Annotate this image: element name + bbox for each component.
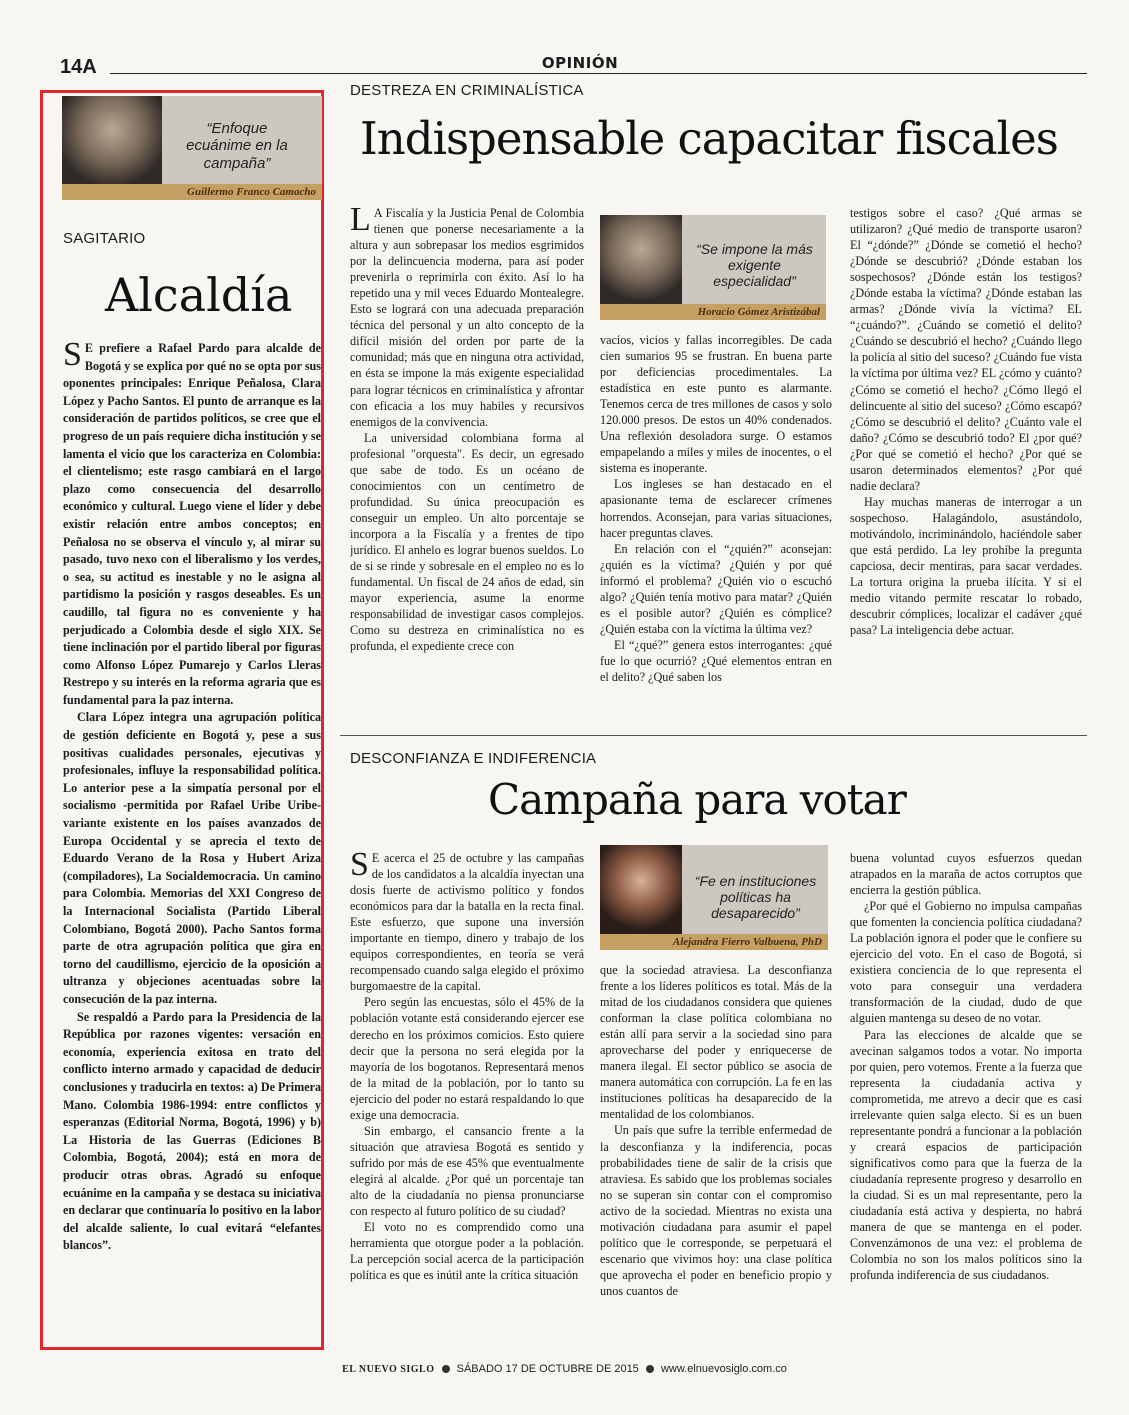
article-body-left	[63, 340, 321, 1345]
paragraph: El voto no es comprendido como una herramienta que otorgue poder a la población. La percepción social acerca de la participación política es que es inútil ante la crítica situación	[350, 1220, 584, 1283]
header-rule	[110, 73, 1087, 74]
author-quote: “Enfoque ecuánime en la campaña”	[186, 120, 288, 172]
drop-cap: S	[63, 340, 82, 373]
paragraph: El “¿qué?” genera estos interrogantes: ¿qué fue lo que ocurrió? ¿Qué elementos entran en el delito? ¿Qué saben los	[600, 637, 832, 684]
author-quote: “Fe en instituciones políticas ha desaparecido”	[694, 873, 817, 922]
author-name: Guillermo Franco Camacho	[62, 184, 322, 200]
author-box-left	[62, 96, 322, 200]
paragraph: vacíos, vicios y fallas incorregibles. De cada cien sumarios 95 se frustran. En buena parte por deficiencias procedimentales. La estadística en este punto es alarmante. Tenemos cerca de tres millones de casos y solo 120.000 presos. De estos un 40% condenados. Una reflexión desoladora surge. O estamos empapelando a miles y miles de inocentes, o el sistema es inoperante.	[600, 333, 832, 476]
author-box-bottom	[600, 845, 828, 950]
bullet-icon	[646, 1365, 654, 1373]
article-body-col2	[600, 332, 832, 717]
author-photo-icon	[600, 215, 682, 305]
drop-cap: S	[350, 850, 369, 883]
author-photo-icon	[600, 845, 682, 935]
paragraph: Un país que sufre la terrible enfermedad de la desconfianza y la indiferencia, pocas probabilidades tiene de salir de la crisis que atraviesa. Es sabido que los problemas sociales no se superan sin contar con el compromiso activo de la sociedad. Mientras no exista una motivación ciudadana para asumir el papel político que le corresponde, se perpetuará el escenario que vivimos hoy: una clase política que aprovecha el poder en beneficio propio y unos cuantos de	[600, 1123, 832, 1298]
paragraph: Sin embargo, el cansancio frente a la situación que atraviesa Bogotá es sentido y sufrido por más de ese 45% que eventualmente elegirá al alcalde. ¿Por qué un porcentaje tan alto de la ciudadanía no piensa pronunciarse con respecto al futuro político de su ciudad?	[350, 1123, 584, 1219]
section-divider	[340, 735, 1087, 736]
paragraph: En relación con el “¿quién?” aconsejan: ¿quién es la víctima? ¿Quién y por qué informó el problema? ¿Quién vio o escuchó algo? ¿Quién tenía motivo para matar? ¿Quién es el posible autor? ¿Quién es cómplice? ¿Quién estaba con la víctima la última vez?	[600, 541, 832, 636]
article-headline: Campaña para votar	[488, 775, 906, 824]
article-body-col2	[600, 962, 832, 1347]
footer-url[interactable]: www.elnuevosiglo.com.co	[660, 1363, 787, 1375]
paragraph: Para las elecciones de alcalde que se avecinan salgamos todos a votar. No importa por quien, pero votemos. Frente a la fuerza que representa la ciudadanía activa y comprometida, me atrevo a decir que es casi irrelevante quien salga electo. Si es un buen representante pondrá a funcionar a la población y creará espacios de participación significativos como para que la fuerza de la ciudadanía represente progreso y desarrollo en la ciudad. Si es un mal representante, pero la ciudadanía está activa y despierta, no habrá manera de que se mantenga en el poder. Convenzámonos de una vez: el problema de Colombia no son los malos políticos sino la profunda indiferencia de sus ciudadanos.	[850, 1027, 1082, 1283]
paragraph: Se respaldó a Pardo para la Presidencia de la República por razones vigentes: versación en economía, experiencia exitosa en trato del conflicto interno armado y capacidad de deducir conclusiones y traducirla en textos: a) De Primera Mano. Colombia 1986-1994: entre conflictos y esperanzas (Editorial Norma, Bogotá, 1996) y b) La Historia de las Guerras (Ediciones B Colombia, Bogotá, 2004); está en mora de producir otras obras. Agradó su enfoque ecuánime en la campaña y se destaca su iniciativa en declarar que continuaría lo positivo en la labor del alcalde saliente, lo cual evitará “elefantes blancos”.	[63, 1009, 321, 1253]
author-name: Alejandra Fierro Valbuena, PhD	[600, 934, 828, 950]
paragraph: La universidad colombiana forma al profesional "orquesta". Es decir, un egresado que sabe de todo. Es un océano de conocimientos con un centímetro de profundidad. Su única preocupación es conseguir un empleo. Un alto porcentaje se incorpora a la Fiscalía y a frentes de tipo jurídico. El anhelo es lograr buenos sueldos. Lo de si se rinde y sobresale en el empleo no es lo fundamental. Un fiscal de 24 años de edad, sin mayor experiencia, asume la enorme responsabilidad de investigar casos complejos. Como su destreza en criminalística no es profunda, el expediente crece con	[350, 430, 584, 654]
article-headline: Indispensable capacitar fiscales	[360, 112, 1058, 165]
article-kicker: DESCONFIANZA E INDIFERENCIA	[350, 750, 597, 767]
paragraph: E acerca el 25 de octubre y las campañas de los candidatos a la alcaldía inyectan una dosis fuerte de activismo político y fondos económicos para dar la batalla en la recta final. Este esfuerzo, que supone una inversión importante en tiempo, dinero y trabajo de los equipos correspondientes, en teoría se verá recompensado cuando salga elegido el próximo burgomaestre de la capital.	[350, 851, 584, 994]
paragraph: Pero según las encuestas, sólo el 45% de la población votante está considerando ejercer ese derecho en los próximos comicios. Esto quiere decir que la persona no será elegida por la mayoría de los bogotanos. Representará menos de la mitad de la población, por lo tanto su ejercicio del poder no estará respaldando lo que exige una democracia.	[350, 995, 584, 1122]
article-kicker: SAGITARIO	[63, 230, 146, 247]
article-body-col3	[850, 850, 1082, 1347]
paragraph: ¿Por qué el Gobierno no impulsa campañas que fomenten la conciencia política ciudadana? La población ignora el poder que le confiere su ejercicio del voto. En el caso de Bogotá, si existiera conciencia de lo que representa el voto para conseguir una verdadera transformación de la ciudad, dudo de que alguien mantenga su deseo de no votar.	[850, 899, 1082, 1026]
section-title: OPINIÓN	[520, 54, 640, 72]
author-name: Horacio Gómez Aristizábal	[600, 304, 826, 320]
article-body-col1	[350, 850, 584, 1345]
paragraph: Clara López integra una agrupación política de gestión deficiente en Bogotá y, pese a sus positivas cualidades personales, ejecutivas y profesionales, influye la responsabilidad política. Lo anterior pese a la simpatía personal por el socialismo -permitida por Rafael Uribe Uribe- variante existente en los países avanzados de Europa Occidental y se aprecia el texto de Eduardo Verano de la Rosa y Hubert Ariza (compiladores), La Socialdemocracia. Un camino para Colombia. Memorias del XXI Congreso de la Internacional Socialista (Partido Liberal Colombiano, Bogotá 2000). Pacho Santos forma parte de otra agrupación política que gira en torno del caudillismo, ejercicio de la oposición a ultranza y objeciones acentuadas sobre la consecución de la paz interna.	[63, 710, 321, 1006]
bullet-icon	[442, 1365, 450, 1373]
author-photo-icon	[62, 96, 162, 186]
paragraph: A Fiscalía y la Justicia Penal de Colombia tienen que ponerse necesariamente a la altura y aun sobrepasar los medios esgrimidos por la delincuencia moderna, para así poder prevenirla o reprimirla con éxito. Así lo ha repetido una y mil veces Eduardo Montealegre. Esto se logrará con una adecuada preparación técnica del personal y un alto concepto de la difícil misión del orden por parte de la comunidad; más que en ninguna otra actividad, en ésta se impone la más exigente especialidad para lograr técnicos en criminalística y afrontar con eficacia a los muy habiles y recursivos enemigos de la convivencia.	[350, 206, 584, 429]
footer-date: SÁBADO 17 DE OCTUBRE DE 2015	[456, 1363, 639, 1375]
paragraph: buena voluntad cuyos esfuerzos quedan atrapados en la maraña de actos corruptos que encierra la gestión pública.	[850, 851, 1082, 898]
paragraph: E prefiere a Rafael Pardo para alcalde de Bogotá y se explica por qué no se opta por sus oponentes principales: Enrique Peñalosa, Clara López y Pacho Santos. El punto de arranque es la consideración de partidos políticos, se cree que el progreso de un país requiere dicha institución y se lamenta el vicio que los caracteriza en Colombia: el clientelismo; este rasgo cambiará en el largo plazo como consecuencia del desarrollo económico y cultural. Luego viene el líder y debe existir relación entre ambos conceptos; en Peñalosa no se observa el vínculo y, al mirar su pasado, tuvo nexo con el liberalismo y los verdes, o sea, su actitud es inestable y no le asigna al partidismo la posición y rasgos deseables. Es un caudillo, tal figura no es conveniente y ha perjudicado a Colombia desde el siglo XIX. Se tiene inclinación por el partido liberal por figuras como Alfonso López Pumarejo y Carlos Lleras Restrepo y su interés en la reforma agraria que es fundamental para la paz interna.	[63, 341, 321, 707]
newspaper-logo: EL NUEVO SIGLO	[342, 1364, 435, 1375]
article-body-col1	[350, 205, 584, 715]
paragraph: Los ingleses se han destacado en el apasionante tema de esclarecer crímenes horrendos. Aconsejan, para varias situaciones, hacer preguntas claves.	[600, 477, 832, 540]
author-box-top	[600, 215, 826, 320]
paragraph: que la sociedad atraviesa. La desconfianza frente a los líderes políticos es total. Más de la mitad de los ciudadanos considera que quienes conforman la clase política colombiana no están allí para servir a la sociedad sino para aprovecharse del poder y enriquecerse de manera ilegal. El sector público se asocia de manera automática con corrupción. La fe en las instituciones políticas ha desaparecido de la mentalidad de los colombianos.	[600, 963, 832, 1122]
paragraph: testigos sobre el caso? ¿Qué armas se utilizaron? ¿Qué medio de transporte usaron? El “¿dónde?” ¿Dónde se cometió el hecho? ¿Dónde se descubrió? ¿Dónde estaban los sospechosos? ¿Dónde están los testigos? ¿Dónde estaba la víctima? ¿Dónde estaban las armas? ¿Dónde vivía la víctima? EL “¿cuándo?”. ¿Cuándo se cometió el delito? ¿Cuándo se descubrió el hecho? ¿Cuándo llego la policía al sitio del suceso? ¿Cuándo fue vista la víctima por última vez? EL ¿cómo y cuánto? ¿Cómo se cometió el hecho? ¿Cómo llegó el delincuente al sitio del suceso? ¿Cómo escapó? ¿Cómo se descubrió el delito? ¿Cuánto vale el daño? ¿Cómo se descubrió todo? El ¿por qué? ¿Por qué se cometió el hecho? ¿Por qué se usaron determinados elementos? ¿Por qué nadie declara?	[850, 206, 1082, 493]
author-quote: “Se impone la más exigente especialidad”	[696, 241, 813, 290]
page-number: 14A	[60, 56, 97, 78]
drop-cap: L	[350, 205, 371, 238]
article-body-col3	[850, 205, 1082, 720]
article-headline: Alcaldía	[105, 268, 293, 322]
page-footer	[0, 1363, 1129, 1375]
previous-page-strip	[0, 0, 1129, 14]
paragraph: Hay muchas maneras de interrogar a un sospechoso. Halagándolo, asustándolo, motivándolo, incriminándolo, haciéndole saber que está perdido. La ley prohíbe la pregunta capciosa, decir mentiras, para sacar verdades. La tortura origina la prueba ilícita. Y si el medio vitando permite rescatar lo robado, descubrir cómplices, localizar el cadáver ¿qué pasa? La inteligencia debe actuar.	[850, 494, 1082, 638]
article-kicker: DESTREZA EN CRIMINALÍSTICA	[350, 82, 584, 99]
